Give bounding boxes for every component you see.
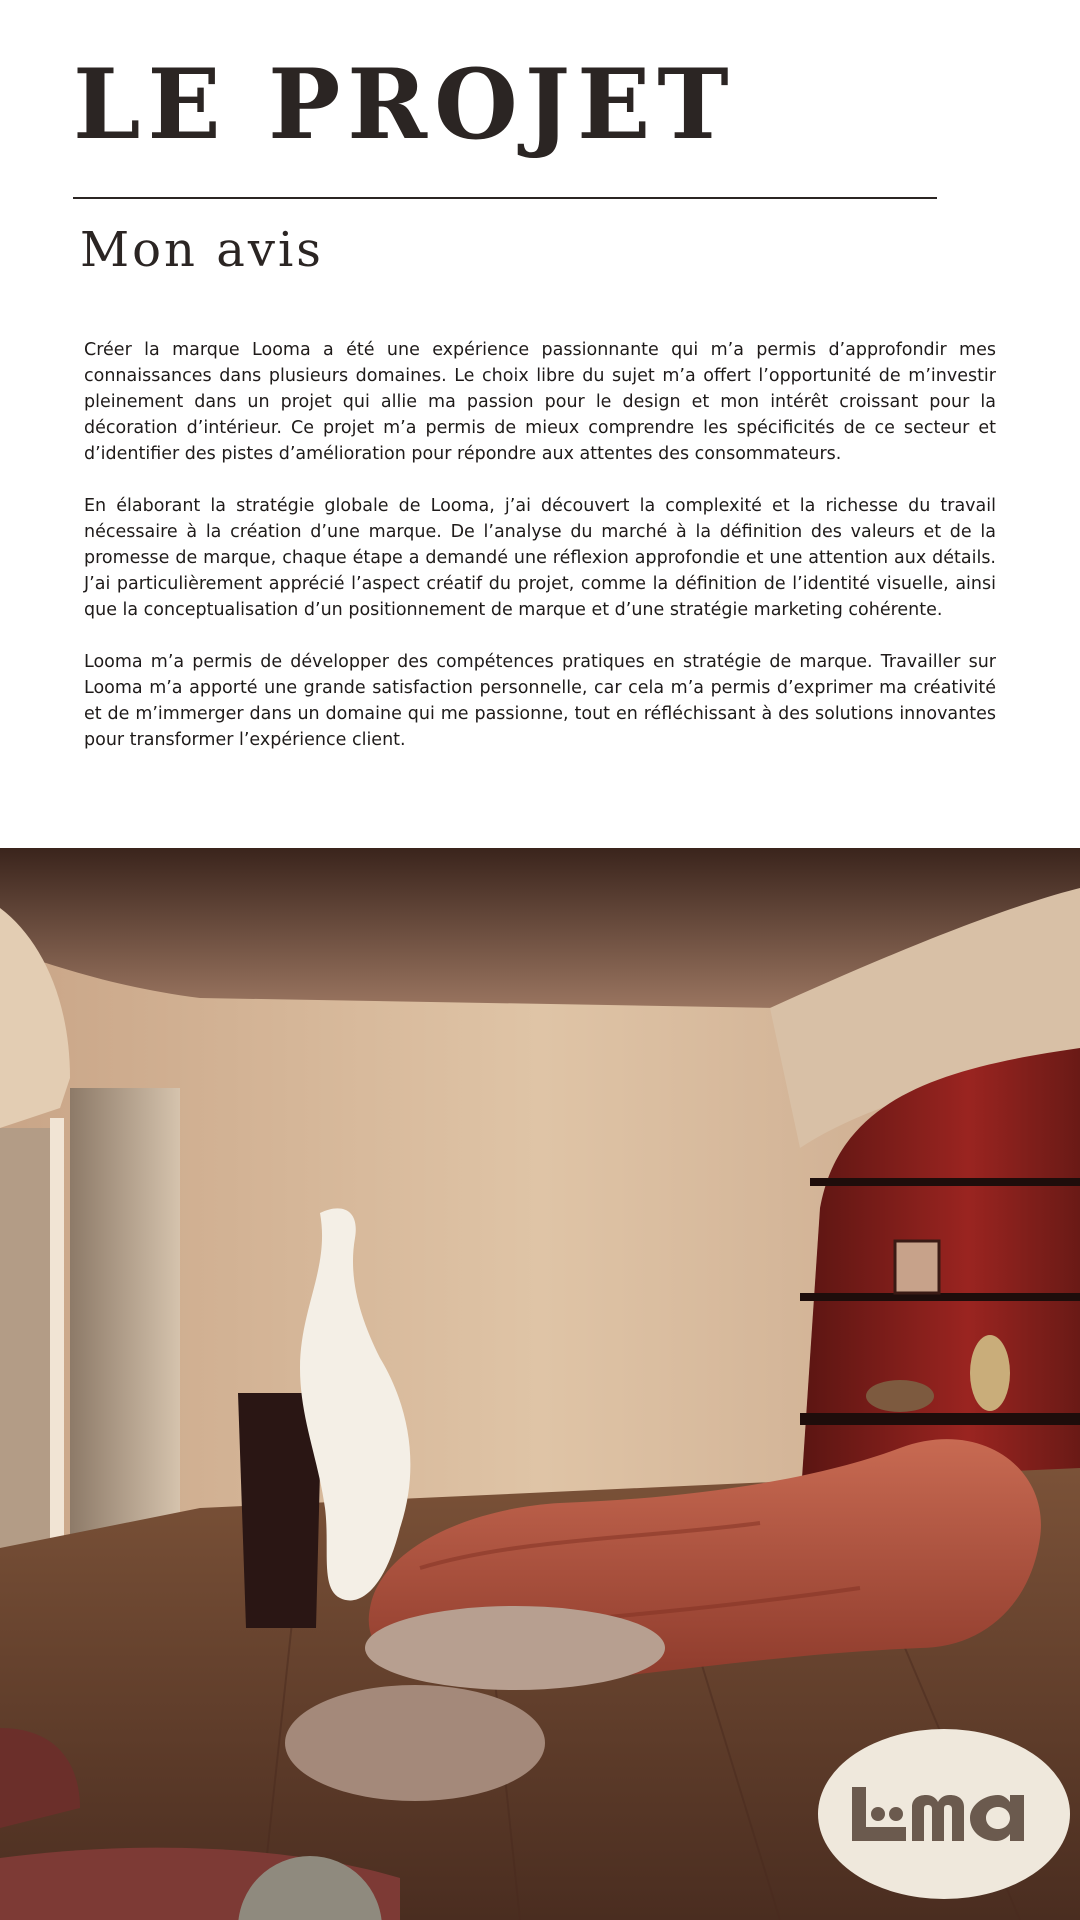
paragraph-3: Looma m’a permis de développer des compétences pratiques en stratégie de marque. Travailler sur Looma m’a apporté une grande satisfaction personnelle, car cela m’a permis d’exprimer ma créativité et de m’immerger dans un domaine qui me passionne, tout en réfléchissant à des solutions innovantes pour transformer l’expérience client. [84, 652, 996, 750]
paragraph-2: En élaborant la stratégie globale de Looma, j’ai découvert la complexité et la richesse du travail nécessaire à la création d’une marque. De l’analyse du marché à la définition des valeurs et de la promesse de marque, chaque étape a demandé une réflexion approfondie et une attention aux détails. J’ai particulièrement apprécié l’aspect créatif du projet, comme la définition de l’identité visuelle, ainsi que la conceptualisation d’un positionnement de marque et d’une stratégie marketing cohérente. [84, 496, 996, 620]
page-title: LE PROJET [73, 48, 736, 161]
section-subtitle: Mon avis [80, 222, 324, 278]
paragraph-1: Créer la marque Looma a été une expérience passionnante qui m’a permis d’approfondir mes connaissances dans plusieurs domaines. Le choix libre du sujet m’a offert l’opportunité de m’investir pleinement dans un projet qui allie ma passion pour le design et mon intérêt croissant pour la décoration d’intérieur. Ce projet m’a permis de mieux comprendre les spécificités de ce secteur et d’identifier des pistes d’amélioration pour répondre aux attentes des consommateurs. [84, 340, 996, 464]
looma-logo-badge [818, 1729, 1070, 1899]
title-divider [73, 197, 937, 199]
looma-logo-icon [852, 1787, 1036, 1841]
body-text [84, 337, 996, 779]
